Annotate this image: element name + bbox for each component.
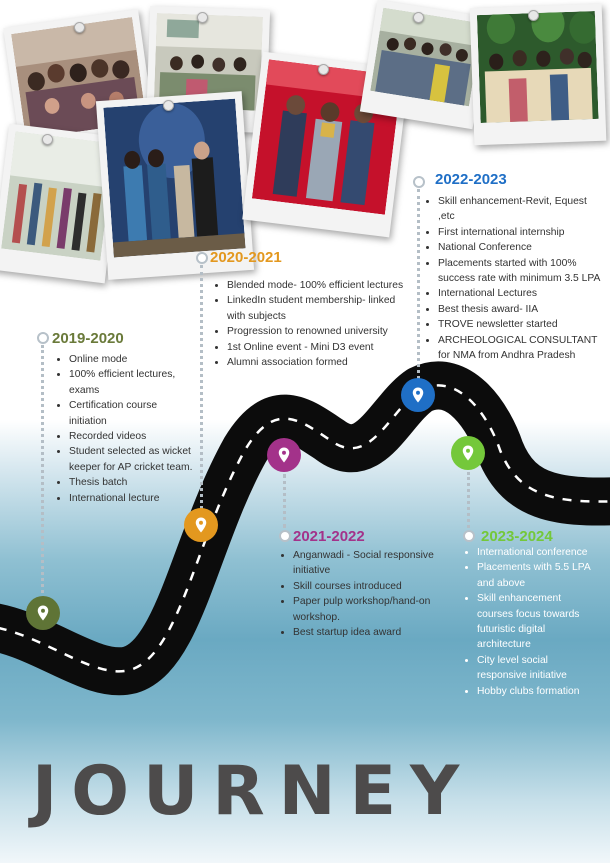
list-item: • Thesis batch <box>69 475 197 490</box>
location-pin-icon-2019 <box>26 596 60 630</box>
list-2020-2021 <box>210 278 409 370</box>
year-2023-2024: 2023-2024 <box>481 528 553 545</box>
list-item: • International Lectures <box>438 286 606 301</box>
timeline-connector <box>417 189 420 379</box>
timeline-dot <box>37 332 49 344</box>
list-item: • ARCHEOLOGICAL CONSULTANT for NMA from Andhra Pradesh <box>438 333 606 364</box>
list-item: • City level social responsive initiative <box>477 653 595 684</box>
list-item: • International lecture <box>69 491 197 506</box>
page-title: JOURNEY <box>32 752 474 831</box>
list-item: • Placements started with 100% success rate with minimum 3.5 LPA <box>438 256 606 287</box>
timeline-connector <box>200 265 203 509</box>
list-item: • Recorded videos <box>69 429 197 444</box>
list-item: • Placements with 5.5 LPA and above <box>477 560 595 591</box>
location-pin-icon-2022 <box>401 378 435 412</box>
list-item: • Best thesis award- IIA <box>438 302 606 317</box>
list-item: • Skill enhancement-Revit, Equest ,etc <box>438 194 606 225</box>
pushpin-icon <box>413 12 424 23</box>
timeline-connector <box>41 345 44 593</box>
list-item: • TROVE newsletter started <box>438 317 606 332</box>
list-item: • Blended mode- 100% efficient lectures <box>227 278 409 293</box>
year-2020-2021: 2020-2021 <box>210 249 282 266</box>
pushpin-icon <box>528 10 539 21</box>
timeline-dot <box>413 176 425 188</box>
list-item: • Online mode <box>69 352 197 367</box>
year-2022-2023: 2022-2023 <box>435 171 507 188</box>
pushpin-icon <box>74 22 85 33</box>
list-item: • National Conference <box>438 240 606 255</box>
list-item: • Student selected as wicket keeper for AP cricket team. <box>69 444 197 475</box>
location-pin-icon-2023 <box>451 436 485 470</box>
pushpin-icon <box>42 134 53 145</box>
list-item: • Alumni association formed <box>227 355 409 370</box>
list-item: • 1st Online event - Mini D3 event <box>227 340 409 355</box>
list-2021-2022 <box>276 548 471 640</box>
list-item: • Best startup idea award <box>293 625 471 640</box>
pushpin-icon <box>318 64 329 75</box>
list-item: • Hobby clubs formation <box>477 684 595 699</box>
location-pin-icon-2020 <box>184 508 218 542</box>
year-2021-2022: 2021-2022 <box>293 528 365 545</box>
list-item: • Anganwadi - Social responsive initiative <box>293 548 471 579</box>
pushpin-icon <box>197 12 208 23</box>
list-item: • LinkedIn student membership- linked with subjects <box>227 293 409 324</box>
list-item: • Certification course initiation <box>69 398 197 429</box>
year-2019-2020: 2019-2020 <box>52 330 124 347</box>
list-item: • Progression to renowned university <box>227 324 409 339</box>
pushpin-icon <box>163 100 174 111</box>
list-2022-2023 <box>421 194 606 363</box>
list-item: • Skill enhancement courses focus towards futuristic digital architecture <box>477 591 595 653</box>
timeline-dot <box>196 252 208 264</box>
list-item: • 100% efficient lectures, exams <box>69 367 197 398</box>
photo-group-5 <box>470 4 607 146</box>
list-item: • Skill courses introduced <box>293 579 471 594</box>
location-pin-icon-2021 <box>267 438 301 472</box>
list-item: • First international internship <box>438 225 606 240</box>
list-item: • Paper pulp workshop/hand-on workshop. <box>293 594 471 625</box>
timeline-dot <box>279 530 291 542</box>
list-item: • International conference <box>477 545 595 560</box>
timeline-dot <box>463 530 475 542</box>
list-2023-2024 <box>460 545 595 699</box>
timeline-connector <box>467 472 470 528</box>
list-2019-2020 <box>52 352 197 506</box>
timeline-connector <box>283 474 286 528</box>
